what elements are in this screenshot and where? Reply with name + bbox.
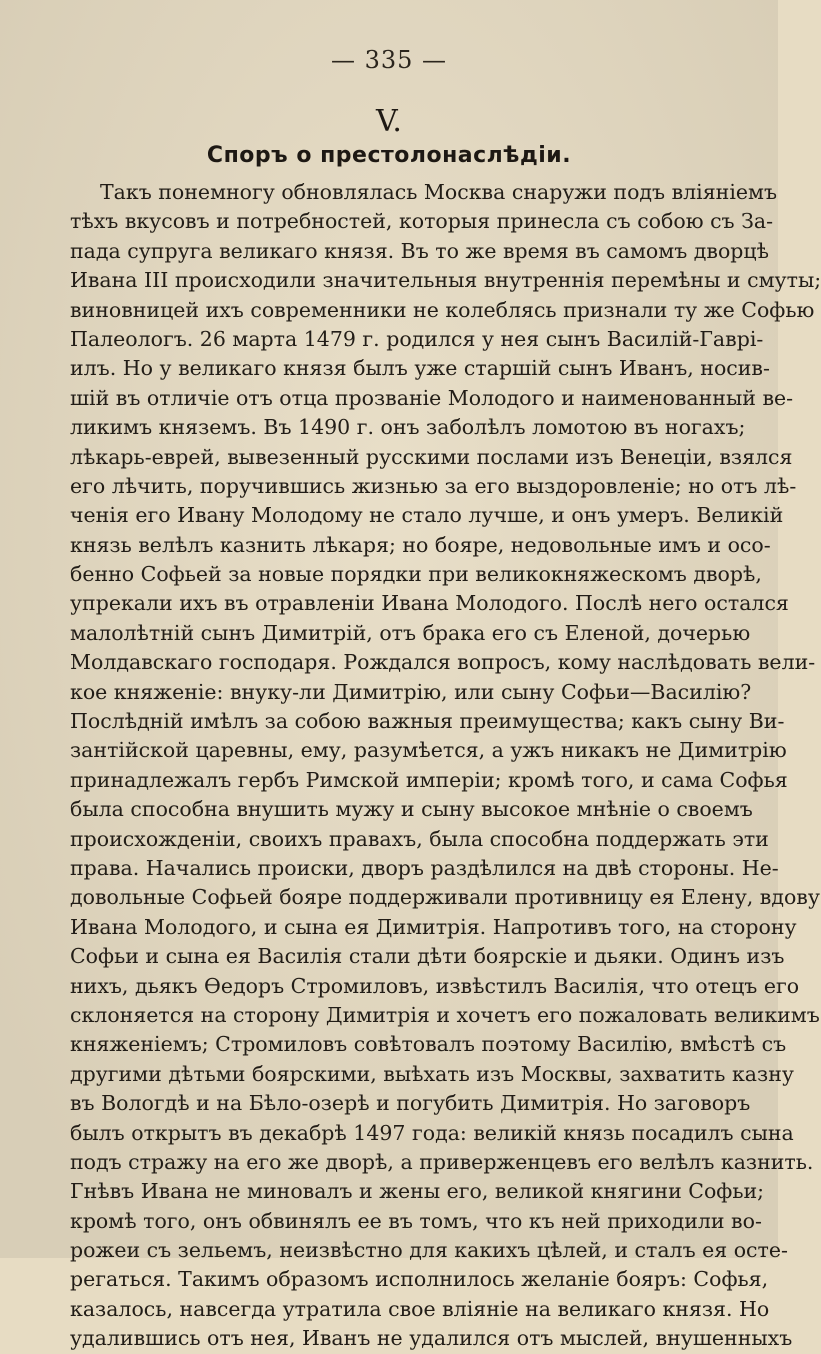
text-line: Молдавскаго господаря. Рождался вопросъ, кому наслѣдовать вели- (70, 650, 816, 675)
text-line: бенно Софьей за новые порядки при великокняжескомъ дворѣ, (70, 562, 762, 587)
text-line: кромѣ того, онъ обвинялъ ее въ томъ, что къ ней приходили во- (70, 1208, 762, 1233)
text-line: лѣкарь-еврей, вывезенный русскими послами изъ Венеціи, взялся (70, 444, 793, 469)
text-line: рожеи съ зельемъ, неизвѣстно для какихъ цѣлей, и сталъ ея осте- (70, 1238, 788, 1263)
text-line: его лѣчить, поручившись жизнью за его выздоровленіе; но отъ лѣ- (70, 473, 797, 498)
text-line: малолѣтній сынъ Димитрій, отъ брака его съ Еленой, дочерью (70, 620, 751, 645)
chapter-numeral: V. (376, 104, 402, 139)
text-line: удалившись отъ нея, Иванъ не удалился отъ мыслей, внушенныхъ (70, 1326, 793, 1351)
text-line: княженіемъ; Стромиловъ совѣтовалъ поэтому Василію, вмѣстѣ съ (70, 1032, 787, 1057)
text-line: ликимъ княземъ. Въ 1490 г. онъ заболѣлъ ломотою въ ногахъ; (70, 415, 746, 440)
text-line: казалось, навсегда утратила свое вліяніе на великаго князя. Но (70, 1296, 770, 1321)
page-number: — 335 — (330, 46, 448, 74)
text-line: подъ стражу на его же дворѣ, а приверженцевъ его велѣлъ казнить. (70, 1149, 814, 1174)
text-line: былъ открытъ въ декабрѣ 1497 года: великій князь посадилъ сына (70, 1120, 794, 1145)
text-line: князь велѣлъ казнить лѣкаря; но бояре, недовольные имъ и осо- (70, 532, 771, 557)
text-line: склоняется на сторону Димитрія и хочетъ его пожаловать великимъ (70, 1002, 820, 1027)
text-line: Гнѣвъ Ивана не миновалъ и жены его, великой княгини Софьи; (70, 1179, 765, 1204)
text-line: Палеологъ. 26 марта 1479 г. родился у нея сынъ Василій-Гаврі- (70, 326, 764, 351)
text-line: Ивана III происходили значительныя внутреннія перемѣны и смуты; (70, 268, 821, 293)
text-line: Послѣдній имѣлъ за собою важныя преимущества; какъ сыну Ви- (70, 709, 785, 734)
text-line: шій въ отличіе отъ отца прозваніе Молодого и наименованный ве- (70, 385, 794, 410)
text-line: ченія его Ивану Молодому не стало лучше, и онъ умеръ. Великій (70, 503, 784, 528)
text-line: тѣхъ вкусовъ и потребностей, которыя принесла съ собою съ За- (70, 209, 774, 234)
body-text (70, 178, 821, 1354)
text-line: упрекали ихъ въ отравленіи Ивана Молодого. Послѣ него остался (70, 591, 789, 616)
text-line: нихъ, дьякъ Ѳедоръ Стромиловъ, извѣстилъ Василія, что отецъ его (70, 973, 800, 998)
text-line: Софьи и сына ея Василія стали дѣти боярскіе и дьяки. Одинъ изъ (70, 944, 785, 969)
text-line: зантійской царевны, ему, разумѣется, а ужъ никакъ не Димитрію (70, 738, 787, 763)
text-line: въ Вологдѣ и на Бѣло-озерѣ и погубить Димитрія. Но заговоръ (70, 1091, 751, 1116)
text-line: виновницей ихъ современники не колеблясь признали ту же Софью (70, 297, 815, 322)
chapter-title: Споръ о престолонаслѣдіи. (206, 143, 572, 168)
text-line: пада супруга великаго князя. Въ то же время въ самомъ дворцѣ (70, 238, 769, 263)
text-line: другими дѣтьми боярскими, выѣхать изъ Москвы, захватить казну (70, 1061, 794, 1086)
text-line: довольные Софьей бояре поддерживали противницу ея Елену, вдову (70, 885, 820, 910)
text-line: регаться. Такимъ образомъ исполнилось желаніе бояръ: Софья, (70, 1267, 769, 1292)
text-line: илъ. Но у великаго князя былъ уже старшій сынъ Иванъ, носив- (70, 356, 770, 381)
text-line: принадлежалъ гербъ Римской имперіи; кромѣ того, и сама Софья (70, 767, 788, 792)
text-line: Ивана Молодого, и сына ея Димитрія. Напротивъ того, на сторону (70, 914, 797, 939)
text-line: кое княженіе: внуку-ли Димитрію, или сыну Софьи—Василію? (70, 679, 752, 704)
text-line: происхожденіи, своихъ правахъ, была способна поддержать эти (70, 826, 769, 851)
text-line: права. Начались происки, дворъ раздѣлился на двѣ стороны. Не- (70, 855, 779, 880)
text-line: Такъ понемногу обновлялась Москва снаружи подъ вліяніемъ (100, 180, 778, 204)
text-line: была способна внушить мужу и сыну высокое мнѣніе о своемъ (70, 797, 753, 822)
